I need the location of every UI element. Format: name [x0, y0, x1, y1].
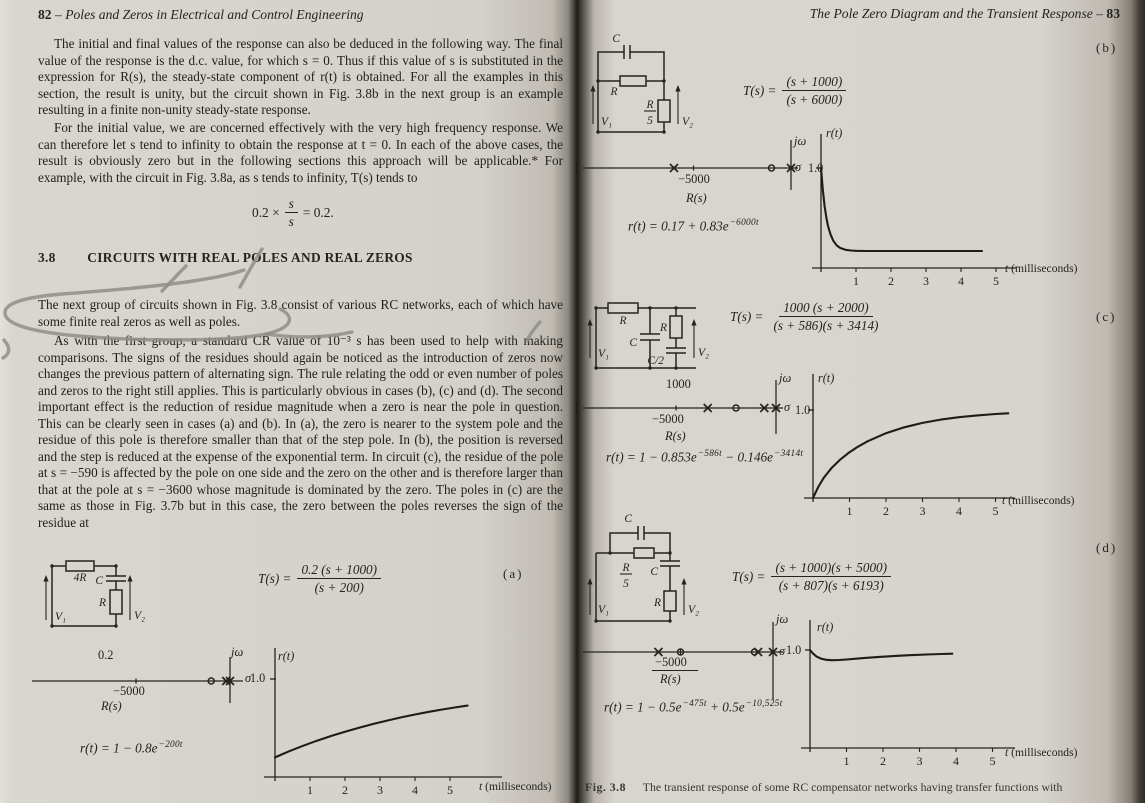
- plot-xlabel-d: t (milliseconds): [1005, 746, 1078, 759]
- capacitor-c-label: C: [629, 337, 637, 349]
- svg-text:3: 3: [916, 754, 923, 768]
- v1-label: V₁: [598, 604, 610, 616]
- equation-coefficient: 0.2 ×: [252, 204, 280, 220]
- case-label-b: (b): [1096, 40, 1118, 55]
- response-equation-a: $r(t) = 1 - 0.8e^{-200t}$: [80, 740, 183, 756]
- svg-text:1: 1: [846, 504, 853, 518]
- equation-result: = 0.2.: [302, 204, 334, 220]
- plot-ytick-b: 1.0: [808, 161, 824, 175]
- capacitor-c-label: C: [624, 513, 632, 525]
- right-running-title: The Pole Zero Diagram and the Transient Response: [809, 6, 1093, 21]
- gain-label-a: 0.2: [98, 648, 114, 662]
- jw-axis-label-c: jω: [779, 371, 792, 385]
- response-equation-b: $r(t) = 0.17 + 0.83e^{-6000t}$: [628, 218, 759, 234]
- plot-ylabel-b: r(t): [826, 126, 843, 140]
- response-equation-d: $r(t) = 1 - 0.5e^{-475t} + 0.5e^{-10,525t}$: [604, 699, 783, 715]
- v1-label: V₁: [55, 611, 67, 623]
- svg-text:3: 3: [923, 274, 929, 288]
- paragraph-initial-final-values: The initial and final values of the response can also be deduced in the following way. The final value of the response is the d.c. value, for which s = 0. Thus if this value of s is substituted in the expression for R(s), the steady-state component of r(t) is obtained. For all the examples in this section, the result is unity, but the circuit shown in Fig. 3.8b in the next group is an example resulting in a finite non-unity steady-state response.: [38, 36, 563, 117]
- resistor-branch-label: R: [653, 597, 661, 609]
- response-plot-a: [252, 642, 582, 803]
- response-plot-d: [797, 610, 1145, 768]
- section-number: 3.8: [38, 250, 56, 265]
- paragraph-next-group: The next group of circuits shown in Fig. 3.8 consist of various RC networks, each of which have some finite real zeros as well as poles.: [38, 297, 563, 329]
- jw-axis-label-a: jω: [231, 645, 244, 659]
- resistor-4r-label: 4R: [73, 572, 87, 584]
- plot-xlabel-c: t (milliseconds): [1002, 494, 1075, 507]
- branch-fraction-den: 5: [647, 115, 653, 127]
- v1-label: V₁: [598, 348, 610, 360]
- resistor-r-top-label: R: [619, 315, 627, 327]
- jw-axis-label-d: jω: [776, 612, 789, 626]
- sigma-axis-label-a: σ: [245, 671, 252, 685]
- resistor-r-label: R: [98, 597, 106, 609]
- rs-label-d: R(s): [660, 672, 681, 686]
- svg-text:5: 5: [993, 274, 999, 288]
- response-plot-b: [808, 126, 1145, 286]
- plot-xlabel-b: t (milliseconds): [1005, 262, 1078, 275]
- svg-text:5: 5: [992, 504, 999, 518]
- svg-text:4: 4: [958, 274, 964, 288]
- axis-tick-label-b: −5000: [678, 172, 710, 186]
- svg-text:2: 2: [342, 783, 348, 797]
- svg-text:3: 3: [919, 504, 926, 518]
- capacitor-c-label: C: [95, 575, 103, 587]
- svg-text:1: 1: [843, 754, 850, 768]
- branch-fraction-den: 5: [623, 578, 629, 590]
- rs-label-a: R(s): [101, 699, 122, 713]
- transfer-function-b: T(s) = $\frac{(s + 1000)}{(s + 6000)}$: [743, 74, 846, 107]
- svg-text:4: 4: [956, 504, 962, 518]
- svg-text:5: 5: [447, 783, 453, 797]
- paragraph-initial-value: For the initial value, we are concerned effectively with the very high frequency response. We can therefore let s tend to infinity to obtain the response at t = 0. In each of the above cases, the result is obviously zero but in the following sections this approach will be applicable.* For example, with the circuit in Fig. 3.8a, as s tends to infinity, T(s) tends to: [38, 120, 563, 185]
- plot-ylabel-c: r(t): [818, 371, 835, 385]
- v2-label: V₂: [688, 604, 700, 616]
- resistor-r-branch-label: R: [659, 322, 667, 334]
- figure-caption: [585, 780, 1127, 795]
- v1-label: V₁: [601, 116, 613, 128]
- jw-axis-label-b: jω: [794, 134, 807, 148]
- inline-equation: [252, 196, 334, 230]
- svg-text:1: 1: [853, 274, 859, 288]
- plot-ytick-a: 1.0: [250, 671, 266, 685]
- equation-fraction: $\frac{s}{s}$: [285, 196, 298, 230]
- plot-ytick-c: 1.0: [795, 403, 811, 417]
- right-running-header: [810, 6, 1120, 22]
- branch-fraction-num: R: [622, 562, 630, 574]
- gain-label-c: 1000: [666, 377, 691, 391]
- right-page-number: 83: [1106, 6, 1120, 21]
- response-equation-c: $r(t) = 1 - 0.853e^{-586t} - 0.146e^{-3414t}$: [606, 449, 804, 465]
- capacitor-branch-label: C: [650, 566, 658, 578]
- rs-label-b: R(s): [686, 191, 707, 205]
- left-running-title: Poles and Zeros in Electrical and Control Engineering: [65, 7, 364, 22]
- figure-caption-label: Fig. 3.8: [585, 780, 627, 794]
- plot-xlabel-a: t (milliseconds): [479, 780, 552, 793]
- sigma-axis-label-b: σ: [795, 160, 802, 174]
- capacitor-c-label: C: [612, 33, 620, 45]
- v2-label: V₂: [698, 347, 710, 359]
- axis-tick-label-d: −5000: [655, 655, 687, 669]
- svg-text:2: 2: [888, 274, 894, 288]
- transfer-function-c: T(s) = $\frac{1000 (s + 2000)}{(s + 586)(s + 3414)}$: [730, 300, 879, 334]
- plot-ylabel-a: r(t): [278, 649, 295, 663]
- circuit-diagram-c: [588, 296, 713, 381]
- circuit-diagram-a: [44, 556, 156, 638]
- axis-tick-label-c: −5000: [652, 412, 684, 426]
- header-separator-right: –: [1096, 6, 1103, 21]
- rs-label-c: R(s): [665, 429, 686, 443]
- svg-text:2: 2: [883, 504, 889, 518]
- plot-ylabel-d: r(t): [817, 620, 834, 634]
- case-label-c: (c): [1096, 309, 1117, 324]
- transfer-function-a: T(s) = $\frac{0.2 (s + 1000)}{(s + 200)}$: [258, 562, 381, 595]
- section-heading: [38, 250, 413, 266]
- svg-text:2: 2: [880, 754, 886, 768]
- capacitor-c2-label: C/2: [647, 355, 664, 367]
- section-title: CIRCUITS WITH REAL POLES AND REAL ZEROS: [87, 250, 413, 265]
- figure-caption-text: The transient response of some RC compensator networks having transfer functions with: [642, 780, 1063, 794]
- left-running-header: [38, 7, 364, 23]
- axis-tick-label-a: −5000: [113, 684, 145, 698]
- circuit-diagram-b: [592, 24, 707, 139]
- paragraph-first-group-comparison: As with the first group, a standard CR value of 10⁻³ s has been used to help with making comparisons. The signs of the residues should again be noticed as the introduction of zeros now changes the previous pattern of alternating sign. The rule relating the odd or even number of poles and zeros to the right still applies. This is particularly obvious in cases (b), (c) and (d). The second important effect is the reduction of residue magnitude when a zero is near the pole in question. This can be clearly seen in cases (a) and (b). In (a), the zero is nearer to the system pole and the residue of this pole is therefore smaller than that of the step pole. In (b), the position is reversed and the step is reduced at the expense of the exponential term. In circuit (c), the residue of the pole at s = −590 is affected by the pole on one side and the zero on the other and is therefore larger than that at the pole at s = −3600 whose magnitude is dominated by the zero. The poles in (c) are the same as those in Fig. 3.7b but in this case, the zero between the poles reverses the sign of the residue at: [38, 333, 563, 530]
- case-label-a: (a): [503, 566, 524, 581]
- svg-text:1: 1: [307, 783, 313, 797]
- left-page-number: 82: [38, 7, 52, 22]
- svg-text:5: 5: [989, 754, 996, 768]
- plot-ytick-d: 1.0: [786, 643, 802, 657]
- v2-label: V₂: [682, 116, 694, 128]
- svg-text:4: 4: [953, 754, 959, 768]
- svg-text:3: 3: [377, 783, 383, 797]
- transfer-function-d: T(s) = $\frac{(s + 1000)(s + 5000)}{(s + 807)(s + 6193)}$: [732, 560, 891, 593]
- sigma-axis-label-c: σ: [784, 400, 791, 414]
- response-plot-c: [800, 368, 1145, 526]
- svg-text:4: 4: [412, 783, 418, 797]
- sigma-axis-label-d: σ: [779, 644, 786, 658]
- branch-fraction-num: R: [646, 99, 654, 111]
- resistor-r-label: R: [610, 86, 618, 98]
- case-label-d: (d): [1096, 540, 1118, 555]
- v2-label: V₂: [134, 610, 146, 622]
- header-separator: –: [55, 7, 62, 22]
